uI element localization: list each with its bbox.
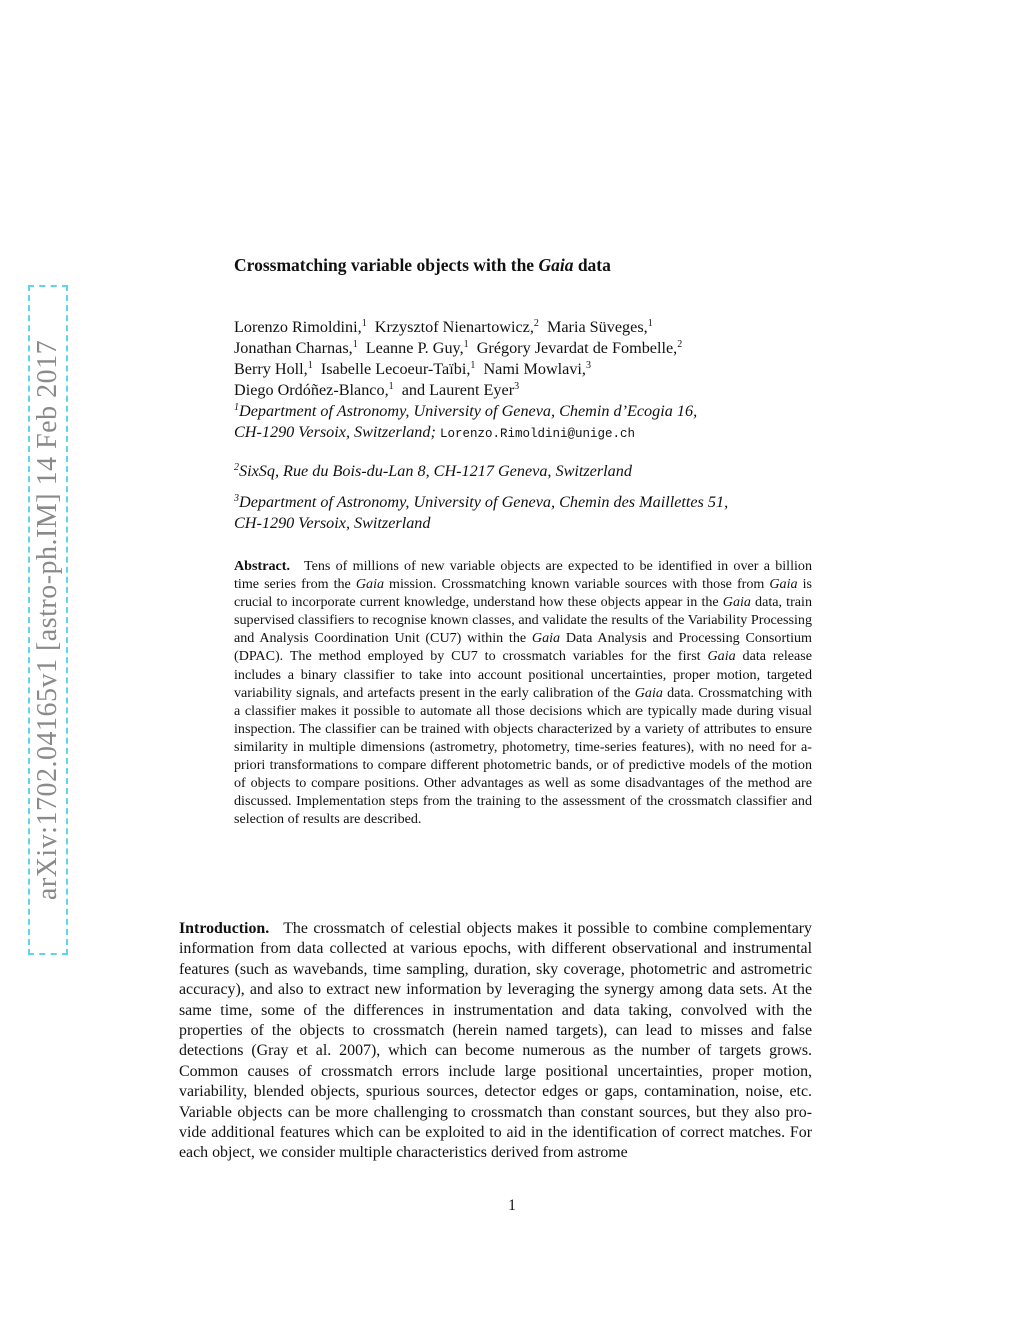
email-link[interactable]: Lorenzo.Rimoldini@unige.ch: [439, 427, 635, 441]
author: Maria Süveges,$^1$: [546, 318, 653, 336]
abstract: Abstract. Tens of millions of new variable objects are expected to be identified in over a billion time series from the Gaia mission. Crossmatching known variable sources with those from Gaia is crucial to incorporate current knowledge, understand how these objects appear in the Gaia data, train supervised classifiers to recognise known classes, and validate the results of the Variability Processing and Analysis Coordination Unit (CU7) within the Gaia Data Analysis and Processing Consortium (DPAC). The method employed by CU7 to crossmatch variables for the first Gaia data release includes a binary classifier to take into account positional uncertainties, proper motion, targeted variability signals, and artefacts present in the early calibration of the Gaia data. Crossmatching with a classifier makes it possible to automate all those decisions which are typically made during visual inspection. The classifier can be trained with objects characterized by a variety of attributes to ensure similarity in multiple dimensions (astrometry, photometry, time-series features), with no need for a-priori transformations to compare different photometric bands, or of predictive models of the motion of objects to compare positions. Other advantages as well as some disadvantages of the method are discussed. Implementation steps from the training to the assessment of the crossmatch classifier and selection of results are described.: [234, 558, 813, 828]
author: Nami Mowlavi,$^3$: [483, 360, 591, 378]
author-list: [234, 317, 874, 401]
affiliation-2: $^2$SixSq, Rue du Bois-du-Lan 8, CH-1217 Geneva, Switzerland: [234, 462, 632, 480]
page-number: 1: [508, 1197, 516, 1214]
author: Leanne P. Guy,$^1$: [365, 339, 469, 357]
abstract-label: Abstract.: [234, 558, 290, 574]
introduction-paragraph: Introduction. The crossmatch of celestial objects makes it possible to combine complementary information from data collected at various epochs, with different observational and instrumental features (such as wavebands, time sampling, duration, sky coverage, photometric and astrometric accuracy), and also to extract new information by leveraging the synergy among data sets. At the same time, some of the differences in instrumentation and data taking, convolved with the properties of the objects to crossmatch (herein named targets), can lead to misses and false detections (Gray et al. 2007), which can become numerous as the number of targets grows. Common causes of crossmatch errors include large positional uncertainties, proper motion, variability, blended objects, spurious sources, detector edges or gaps, contamination, noise, etc. Variable objects can be more challenging to crossmatch than constant sources, but they also provide additional features which can be exploited to aid in the identification of correct matches. For each object, we consider multiple characteristics derived from astrome: [179, 920, 812, 1162]
paper-title: Crossmatching variable objects with the Gaia data: [234, 255, 611, 275]
affiliation-3: $^3$Department of Astronomy, University of Geneva, Chemin des Maillettes 51, CH-1290 Versoix, Switzerland: [234, 493, 729, 532]
author: Isabelle Lecoeur-Taïbi,$^1$: [320, 360, 476, 378]
author: Diego Ordóñez-Blanco,$^1$: [234, 381, 394, 399]
author: Grégory Jevardat de Fombelle,$^2$: [476, 339, 683, 357]
author: Lorenzo Rimoldini,$^1$: [234, 318, 367, 336]
affiliation-1: $^1$Department of Astronomy, University of Geneva, Chemin d’Ecogia 16, CH-1290 Versoix, Switzerland; Lorenzo.Rimoldini@unige.ch: [234, 402, 698, 441]
arxiv-stamp: [28, 285, 68, 955]
arxiv-id: arXiv:1702.04165v1 [astro-ph.IM] 14 Feb 2017: [32, 339, 63, 901]
author: Jonathan Charnas,$^1$: [234, 339, 358, 357]
section-heading: Introduction.: [179, 920, 270, 937]
author: Berry Holl,$^1$: [234, 360, 313, 378]
author: Krzysztof Nienartowicz,$^2$: [374, 318, 539, 336]
author: and Laurent Eyer$^3$: [401, 381, 520, 399]
